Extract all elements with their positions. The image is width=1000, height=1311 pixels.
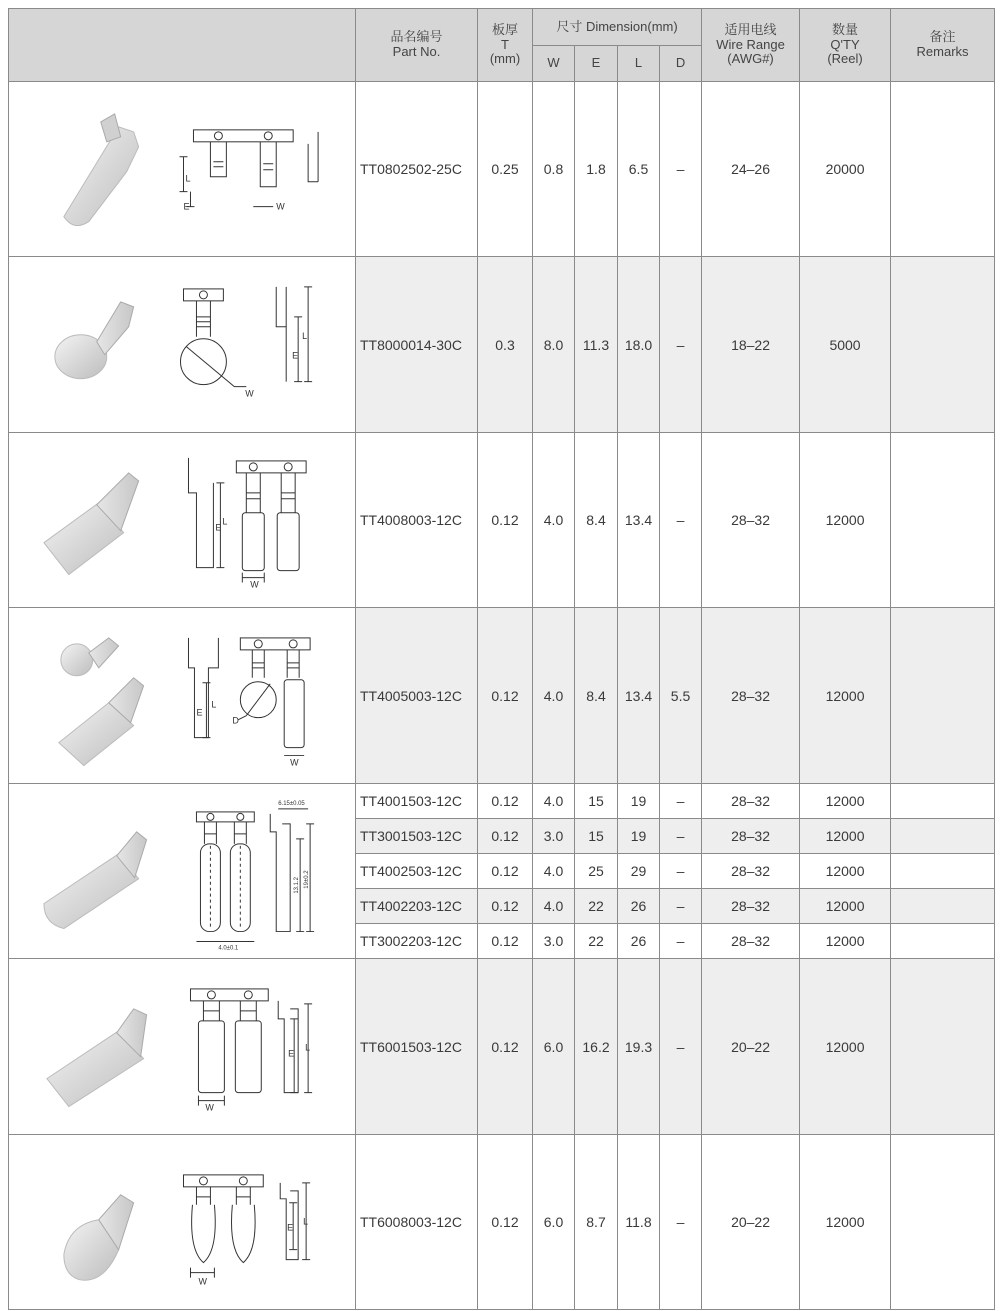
quantity: 12000 [800, 432, 891, 607]
quantity: 12000 [800, 819, 891, 854]
remark [891, 819, 995, 854]
label-l: L [303, 1216, 309, 1227]
table-row [9, 783, 995, 818]
dim-e: 15 [575, 783, 618, 818]
header-dim-w: W [533, 46, 575, 82]
terminal-spec-table [8, 8, 995, 1310]
wire-range: 28–32 [702, 783, 800, 818]
terminal-drawing [9, 1135, 355, 1309]
dim-l: 19 [618, 783, 660, 818]
wire-range: 18–22 [702, 257, 800, 432]
quantity: 12000 [800, 854, 891, 889]
product-image-cell [9, 257, 356, 432]
dim-l: 19 [618, 819, 660, 854]
wire-range: 28–32 [702, 924, 800, 959]
quantity: 12000 [800, 1134, 891, 1309]
quantity: 12000 [800, 924, 891, 959]
quantity: 12000 [800, 783, 891, 818]
dim-w: 3.0 [533, 819, 575, 854]
label-d: D [232, 716, 239, 727]
quantity: 12000 [800, 959, 891, 1134]
dim-d: – [660, 82, 702, 257]
dim-d: – [660, 959, 702, 1134]
remark [891, 432, 995, 607]
thickness: 0.12 [478, 889, 533, 924]
label-e: E [215, 522, 222, 533]
remark [891, 608, 995, 783]
thickness: 0.12 [478, 819, 533, 854]
product-image-cell [9, 959, 356, 1134]
part-number: TT8000014-30C [356, 257, 478, 432]
dim-w: 4.0 [533, 608, 575, 783]
dim-label-side: 19±0.2 [304, 870, 311, 889]
header-dim-d: D [660, 46, 702, 82]
dim-w: 4.0 [533, 854, 575, 889]
terminal-drawing [9, 257, 355, 431]
part-number: TT4005003-12C [356, 608, 478, 783]
thickness: 0.12 [478, 783, 533, 818]
label-w: W [290, 757, 299, 768]
remark [891, 854, 995, 889]
part-number: TT0802502-25C [356, 82, 478, 257]
dim-label-mid: 13.1.2 [294, 877, 301, 894]
wire-range: 28–32 [702, 608, 800, 783]
label-w: W [198, 1276, 207, 1287]
wire-range: 24–26 [702, 82, 800, 257]
label-e: E [292, 351, 299, 362]
quantity: 5000 [800, 257, 891, 432]
dim-label-top: 6.15±0.05 [278, 800, 305, 807]
label-e: E [288, 1049, 295, 1060]
dim-d: – [660, 257, 702, 432]
header-quantity: 数量 Q'TY (Reel) [800, 9, 891, 82]
dim-l: 6.5 [618, 82, 660, 257]
product-image-cell [9, 1134, 356, 1309]
remark [891, 1134, 995, 1309]
header-thickness: 板厚 T (mm) [478, 9, 533, 82]
label-l: L [185, 173, 191, 184]
header-dim-l: L [618, 46, 660, 82]
wire-range: 28–32 [702, 819, 800, 854]
thickness: 0.12 [478, 608, 533, 783]
dim-w: 3.0 [533, 924, 575, 959]
wire-range: 28–32 [702, 854, 800, 889]
product-image-cell [9, 783, 356, 958]
product-image-cell [9, 82, 356, 257]
part-number: TT6001503-12C [356, 959, 478, 1134]
dim-d: – [660, 924, 702, 959]
label-w: W [205, 1102, 214, 1113]
header-dimension: 尺寸 Dimension(mm) [533, 9, 702, 46]
terminal-drawing [9, 433, 355, 607]
part-number: TT4008003-12C [356, 432, 478, 607]
dim-l: 18.0 [618, 257, 660, 432]
dim-l: 13.4 [618, 608, 660, 783]
dim-e: 16.2 [575, 959, 618, 1134]
dim-e: 15 [575, 819, 618, 854]
quantity: 12000 [800, 608, 891, 783]
product-image-cell [9, 608, 356, 783]
remark [891, 924, 995, 959]
label-w: W [245, 389, 254, 400]
dim-d: 5.5 [660, 608, 702, 783]
remark [891, 82, 995, 257]
part-number: TT3001503-12C [356, 819, 478, 854]
dim-e: 8.4 [575, 608, 618, 783]
dim-w: 4.0 [533, 432, 575, 607]
label-l: L [305, 1043, 311, 1054]
dim-d: – [660, 889, 702, 924]
thickness: 0.12 [478, 432, 533, 607]
label-w: W [250, 579, 259, 590]
label-l: L [222, 516, 228, 527]
dim-label-bottom: 4.0±0.1 [218, 945, 239, 952]
dim-d: – [660, 1134, 702, 1309]
terminal-drawing [9, 959, 355, 1133]
table-row [9, 432, 995, 607]
label-e: E [287, 1222, 294, 1233]
remark [891, 257, 995, 432]
dim-e: 22 [575, 889, 618, 924]
dim-l: 13.4 [618, 432, 660, 607]
wire-range: 28–32 [702, 889, 800, 924]
part-number: TT4002203-12C [356, 889, 478, 924]
dim-w: 6.0 [533, 1134, 575, 1309]
table-row [9, 82, 995, 257]
dim-l: 26 [618, 924, 660, 959]
quantity: 20000 [800, 82, 891, 257]
remark [891, 889, 995, 924]
thickness: 0.12 [478, 924, 533, 959]
dim-e: 8.4 [575, 432, 618, 607]
part-number: TT4001503-12C [356, 783, 478, 818]
terminal-drawing [9, 82, 355, 256]
dim-e: 8.7 [575, 1134, 618, 1309]
thickness: 0.3 [478, 257, 533, 432]
wire-range: 20–22 [702, 959, 800, 1134]
part-number: TT3002203-12C [356, 924, 478, 959]
thickness: 0.25 [478, 82, 533, 257]
wire-range: 20–22 [702, 1134, 800, 1309]
header-dim-e: E [575, 46, 618, 82]
dim-e: 25 [575, 854, 618, 889]
dim-e: 11.3 [575, 257, 618, 432]
dim-d: – [660, 819, 702, 854]
dim-w: 6.0 [533, 959, 575, 1134]
header-wire-range: 适用电线 Wire Range (AWG#) [702, 9, 800, 82]
label-l: L [302, 331, 308, 342]
dim-d: – [660, 783, 702, 818]
terminal-drawing [9, 608, 355, 782]
thickness: 0.12 [478, 959, 533, 1134]
terminal-drawing [9, 784, 355, 958]
label-e: E [183, 201, 190, 212]
header-part-no: 品名编号 Part No. [356, 9, 478, 82]
header-image-column [9, 9, 356, 82]
dim-w: 4.0 [533, 783, 575, 818]
dim-w: 8.0 [533, 257, 575, 432]
dim-e: 22 [575, 924, 618, 959]
thickness: 0.12 [478, 854, 533, 889]
part-number: TT6008003-12C [356, 1134, 478, 1309]
dim-d: – [660, 432, 702, 607]
label-l: L [211, 700, 217, 711]
dim-w: 4.0 [533, 889, 575, 924]
dim-w: 0.8 [533, 82, 575, 257]
label-e: E [196, 708, 203, 719]
table-row [9, 959, 995, 1134]
dim-l: 29 [618, 854, 660, 889]
wire-range: 28–32 [702, 432, 800, 607]
remark [891, 959, 995, 1134]
dim-e: 1.8 [575, 82, 618, 257]
product-image-cell [9, 432, 356, 607]
part-number: TT4002503-12C [356, 854, 478, 889]
label-w: W [276, 201, 285, 212]
header-remarks: 备注 Remarks [891, 9, 995, 82]
table-row [9, 257, 995, 432]
table-row [9, 608, 995, 783]
dim-l: 26 [618, 889, 660, 924]
quantity: 12000 [800, 889, 891, 924]
table-row [9, 1134, 995, 1309]
remark [891, 783, 995, 818]
dim-l: 11.8 [618, 1134, 660, 1309]
thickness: 0.12 [478, 1134, 533, 1309]
dim-l: 19.3 [618, 959, 660, 1134]
dim-d: – [660, 854, 702, 889]
